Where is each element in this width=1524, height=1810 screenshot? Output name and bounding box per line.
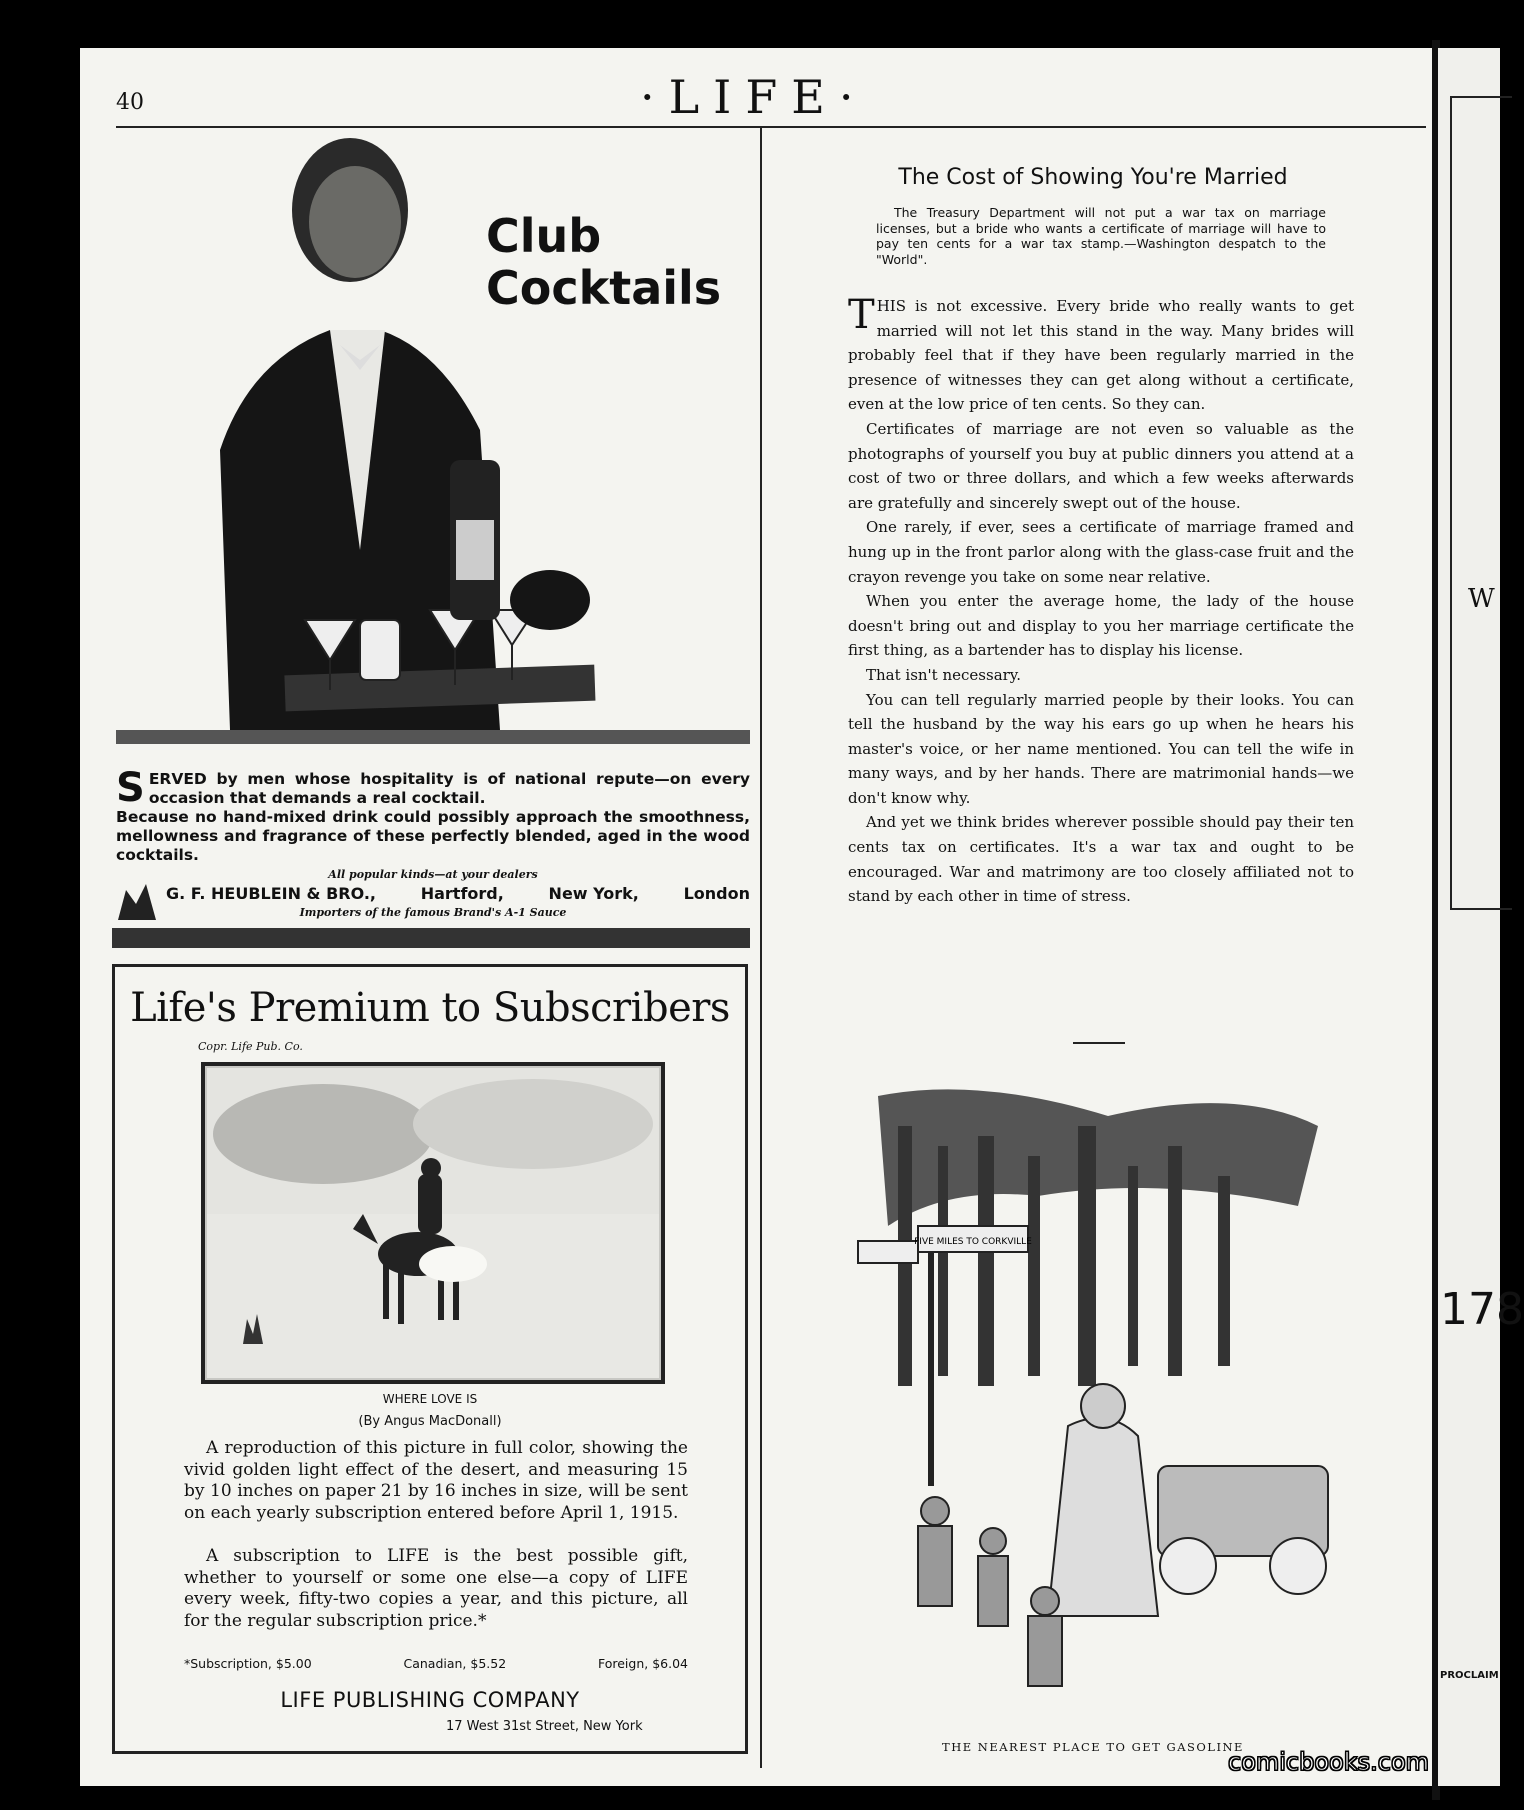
article-paragraph-7: And yet we think brides wherever possible should pay their ten cents tax on certificates. It's a war tax and ought to be encouraged. War and matrimony are too closely affiliated not to stand by each other in time of stress.	[848, 813, 1354, 906]
club-ad-body	[116, 765, 750, 865]
price-canadian: Canadian, $5.52	[403, 1656, 507, 1671]
page-number: 40	[116, 90, 144, 115]
next-page-ad-box	[1450, 96, 1512, 910]
company-name: G. F. HEUBLEIN & BRO.,	[166, 884, 376, 903]
premium-paragraph-1: A reproduction of this picture in full color, showing the vivid golden light effect of the desert, and measuring 15 by 10 inches on paper 21 by 16 inches in size, will be sent on each yearly subscription entered before April 1, 1915.	[184, 1438, 688, 1523]
article-drop-cap: T	[848, 292, 875, 338]
club-ad-company	[166, 884, 750, 903]
next-page-number: 178	[1440, 1284, 1524, 1335]
publisher-address: 17 West 31st Street, New York	[446, 1719, 643, 1734]
cartoon-caption: THE NEAREST PLACE TO GET GASOLINE	[942, 1740, 1244, 1754]
premium-ad-title: Life's Premium to Subscribers	[130, 985, 730, 1031]
site-watermark: comicbooks.com	[1228, 1748, 1430, 1776]
article-paragraph-2: Certificates of marriage are not even so valuable as the photographs of yourself you buy at public dinners you attend at a cost of two or three dollars, and which a few weeks afterwards are gratefully and sincerely swept out of the house.	[848, 419, 1354, 512]
drop-cap: S	[116, 765, 145, 811]
illustration-author: (By Angus MacDonall)	[358, 1414, 502, 1429]
next-page-letter: W	[1468, 584, 1495, 614]
signpost-text: FIVE MILES TO CORKVILLE	[914, 1237, 1032, 1247]
price-foreign: Foreign, $6.04	[597, 1656, 688, 1671]
club-cocktails-title: Club Cocktails	[486, 209, 722, 315]
article-paragraph-1: HIS is not excessive. Every bride who really wants to get married will not let this stand in the way. Many brides will probably feel that if they have been regularly married in the presence of witnesses they can get along without a certificate, even at the low price of ten cents. So they can.	[848, 297, 1354, 414]
ad-separator-band	[112, 928, 750, 948]
article-paragraph-5: That isn't necessary.	[866, 665, 1022, 684]
gasoline-cartoon	[858, 1086, 1364, 1706]
header-rule	[116, 126, 1426, 128]
article-paragraph-4: When you enter the average home, the lady of the house doesn't bring out and display to you her marriage certificate the first thing, as a bartender has to display his license.	[848, 592, 1354, 660]
club-ad-dealers: All popular kinds—at your dealers	[328, 868, 538, 881]
article-epigraph: The Treasury Department will not put a war tax on marriage licenses, but a bride who wants a certificate of marriage will have to pay ten cents for a war tax stamp.—Washington despatch to the "World".	[876, 205, 1326, 267]
article-title: The Cost of Showing You're Married	[898, 165, 1288, 190]
article-end-rule	[1073, 1042, 1125, 1044]
publisher-name: LIFE PUBLISHING COMPANY	[280, 1688, 580, 1712]
ad-tray-border	[116, 730, 750, 744]
city-new-york: New York,	[548, 884, 639, 903]
illustration-title: WHERE LOVE IS	[382, 1392, 478, 1406]
city-hartford: Hartford,	[420, 884, 504, 903]
club-ad-body-line2: Because no hand-mixed drink could possibly approach the smoothness, mellowness and fragrance of these perfectly blended, aged in the wood cocktails.	[116, 808, 750, 864]
masthead: ·LIFE·	[640, 70, 868, 124]
article-body	[848, 294, 1354, 909]
city-london: London	[683, 884, 750, 903]
club-ad-body-line1: ERVED by men whose hospitality is of national repute—on every occasion that demands a real cocktail.	[148, 770, 750, 807]
article-paragraph-6: You can tell regularly married people by their looks. You can tell the husband by the way his ears go up when he hears his master's voice, or her name mentioned. You can tell the wife in many ways, and by her hands. There are matrimonial hands—we don't know why.	[848, 690, 1354, 807]
where-love-is-illustration	[203, 1064, 663, 1382]
club-ad-importers: Importers of the famous Brand's A-1 Sauce	[299, 906, 567, 919]
subscription-prices	[184, 1656, 688, 1671]
column-divider	[760, 128, 762, 1768]
premium-copyright: Copr. Life Pub. Co.	[198, 1040, 303, 1053]
article-paragraph-3: One rarely, if ever, sees a certificate of marriage framed and hung up in the front parlor along with the glass-case fruit and the crayon revenge you take on some near relative.	[848, 518, 1354, 586]
price-subscription: *Subscription, $5.00	[184, 1656, 312, 1671]
next-page-proclaim: PROCLAIM	[1440, 1670, 1499, 1681]
premium-paragraph-2: A subscription to LIFE is the best possible gift, whether to yourself or some one else—a copy of LIFE every week, fifty-two copies a year, and this picture, all for the regular subscription price.*	[184, 1546, 688, 1631]
